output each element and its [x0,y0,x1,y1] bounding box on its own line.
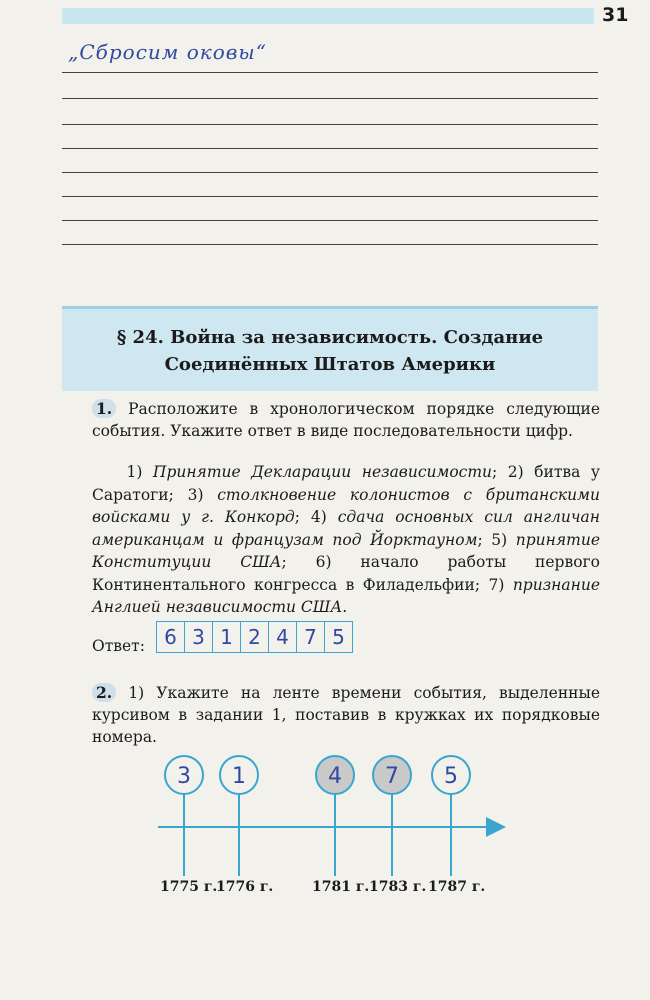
timeline-date: 1775 г. [160,879,218,895]
task-1-text: Расположите в хронологическом порядке следующие события. Укажите ответ в виде последовательности цифр. [92,400,601,440]
task-2-text: 1) Укажите на ленте времени события, выделенные курсивом в задании 1, поставив в кружках их порядковые номера. [92,684,600,746]
answer-cell[interactable]: 7 [297,622,325,652]
circle-mark: 5 [444,764,458,789]
task-1-number: 1. [92,399,116,418]
timeline-circle[interactable] [316,756,354,794]
timeline-stem [184,794,451,876]
item-text: сдача основных сил англичан американцам и французам под Йорктауном [92,508,600,549]
task-1-items: 1) Принятие Декларации независимости; 2) битва у Саратоги; 3) столкновение колонистов с британскими войсками у г. Конкорд; 4) сдача основных сил англичан американцам и французам под Йорктауном; 5) принятие Конституции США; 6) начало работы первого Континентального конгресса в Филадельфии; 7) признание Англией независимости США. [92,463,600,616]
timeline-circle[interactable] [165,756,203,794]
section-title: § 24. Война за независимость. Создание Соединённых Штатов Америки [116,327,544,375]
item-number: 2) [507,463,524,481]
item-number: 3) [187,485,204,504]
item-number: 4) [310,508,327,526]
item-text: Принятие Декларации независимости [152,463,493,481]
timeline-date: 1783 г. [369,879,427,895]
item-number: 7) [488,575,505,594]
answer-cell[interactable]: 6 [157,622,185,652]
answer-cell[interactable]: 2 [241,622,269,652]
circle-mark: 7 [385,764,399,789]
answer-cell[interactable]: 3 [185,622,213,652]
page-number: 31 [602,4,629,26]
timeline-date: 1776 г. [216,879,274,895]
timeline-date: 1787 г. [428,879,486,895]
handwritten-answer: „Сбросим оковы“ [68,40,267,64]
item-number: 1) [126,463,143,481]
item-text: столкновение колонистов с британскими войсками у г. Конкорд [92,485,600,526]
answer-cell[interactable]: 4 [269,622,297,652]
timeline-circle[interactable] [373,756,411,794]
item-text: признание Англией независимости США [92,575,600,616]
item-text: битва у Саратоги [92,463,600,504]
answer-label: Ответ: [92,637,145,655]
timeline-circle[interactable] [432,756,470,794]
circle-mark: 1 [232,764,246,789]
timeline-circle[interactable] [220,756,258,794]
item-number: 6) [315,553,332,571]
item-text: принятие Конституции США [92,530,600,571]
item-text: начало работы первого Континентального конгресса в Филадельфии [92,553,600,594]
item-number: 5) [491,530,508,549]
timeline-date: 1781 г. [312,879,370,895]
circle-mark: 4 [328,764,342,789]
circle-mark: 3 [177,764,191,789]
answer-cell[interactable]: 5 [332,625,345,649]
answer-cell[interactable]: 1 [213,622,241,652]
task-2-number: 2. [92,683,116,702]
